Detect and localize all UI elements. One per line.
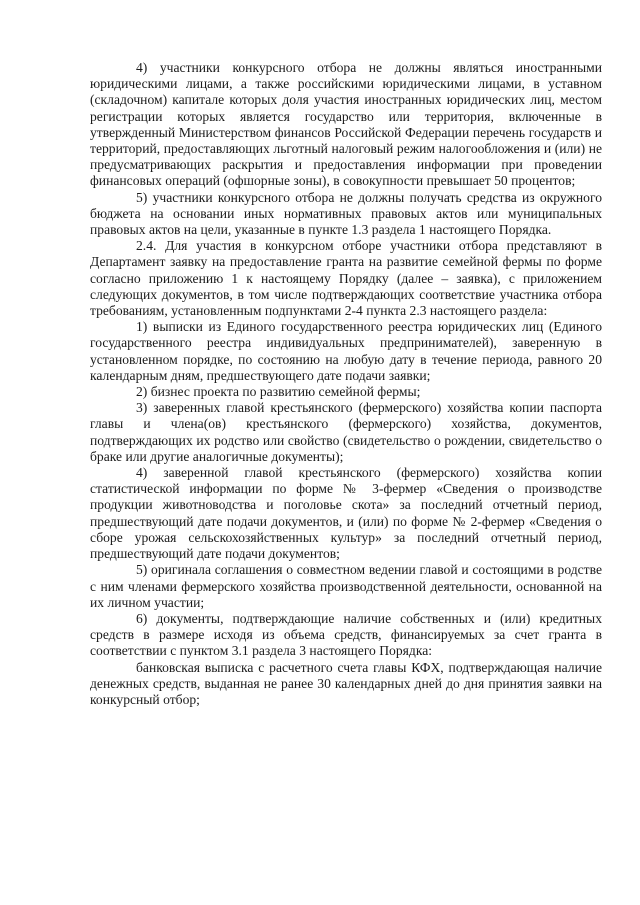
paragraph-item-4-foreign-entities: 4) участники конкурсного отбора не должны являться иностранными юридическими лицами, а также российскими юридическими лицами, в уставном (складочном) капитале которых доля участия иностранных юридических лиц, местом регистрации которых является государство или территория, включенные в утвержденный Министерством финансов Российской Федерации перечень государств и территорий, предоставляющих льготный налоговый режим налогообложения и (или) не предусматривающих раскрытия и предоставления информации при проведении финансовых операций (офшорные зоны), в совокупности превышает 50 процентов; <box>90 60 602 189</box>
paragraph-doc-3-passport-copies: 3) заверенных главой крестьянского (фермерского) хозяйства копии паспорта главы и члена(ов) крестьянского (фермерского) хозяйства, документов, подтверждающих их родство или свойство (свидетельство о рождении, свидетельство о браке или другие аналогичные документы); <box>90 400 602 464</box>
paragraph-doc-2-business-project: 2) бизнес проекта по развитию семейной фермы; <box>136 384 421 400</box>
paragraph-doc-4-statistics: 4) заверенной главой крестьянского (фермерского) хозяйства копии статистической информации по форме № 3-фермер «Сведения о производстве продукции животноводства и поголовье скота» за последний отчетный период, предшествующий дате подачи документов, и (или) по форме № 2-фермер «Сведения о сборе урожая сельскохозяйственных культур» за последний отчетный период, предшествующий дате подачи документов; <box>90 465 602 562</box>
paragraph-doc-5-agreement: 5) оригинала соглашения о совместном ведении главой и состоящими в родстве с ним членами фермерского хозяйства производственной деятельности, основанной на их личном участии; <box>90 562 602 610</box>
paragraph-doc-6-funds-proof: 6) документы, подтверждающие наличие собственных и (или) кредитных средств в размере исходя из объема средств, финансируемых за счет гранта в соответствии с пунктом 3.1 раздела 3 настоящего Порядка: <box>90 610 602 659</box>
paragraph-doc-1-registry-extract: 1) выписки из Единого государственного реестра юридических лиц (Единого государственного реестра индивидуальных предпринимателей), заверенную в установленном порядке, по состоянию на любую дату в течение периода, равного 20 календарным дням, предшествующего дате подачи заявки; <box>90 319 602 383</box>
document-page <box>90 60 602 708</box>
paragraph-2-4-application: 2.4. Для участия в конкурсном отборе участники отбора представляют в Департамент заявку на предоставление гранта на развитие семейной фермы по форме согласно приложению 1 к настоящему Порядку (далее – заявка), с приложением следующих документов, в том числе подтверждающих соответствие участника отбора требованиям, установленным подпунктами 2-4 пункта 2.3 настоящего раздела: <box>90 238 602 319</box>
paragraph-item-5-budget-funds: 5) участники конкурсного отбора не должны получать средства из окружного бюджета на основании иных нормативных правовых актов или муниципальных правовых актов на цели, указанные в пункте 1.3 раздела 1 настоящего Порядка. <box>90 189 602 238</box>
paragraph-bank-statement: банковская выписка с расчетного счета главы КФХ, подтверждающая наличие денежных средств, выданная не ранее 30 календарных дней до дня принятия заявки на конкурсный отбор; <box>90 659 602 707</box>
